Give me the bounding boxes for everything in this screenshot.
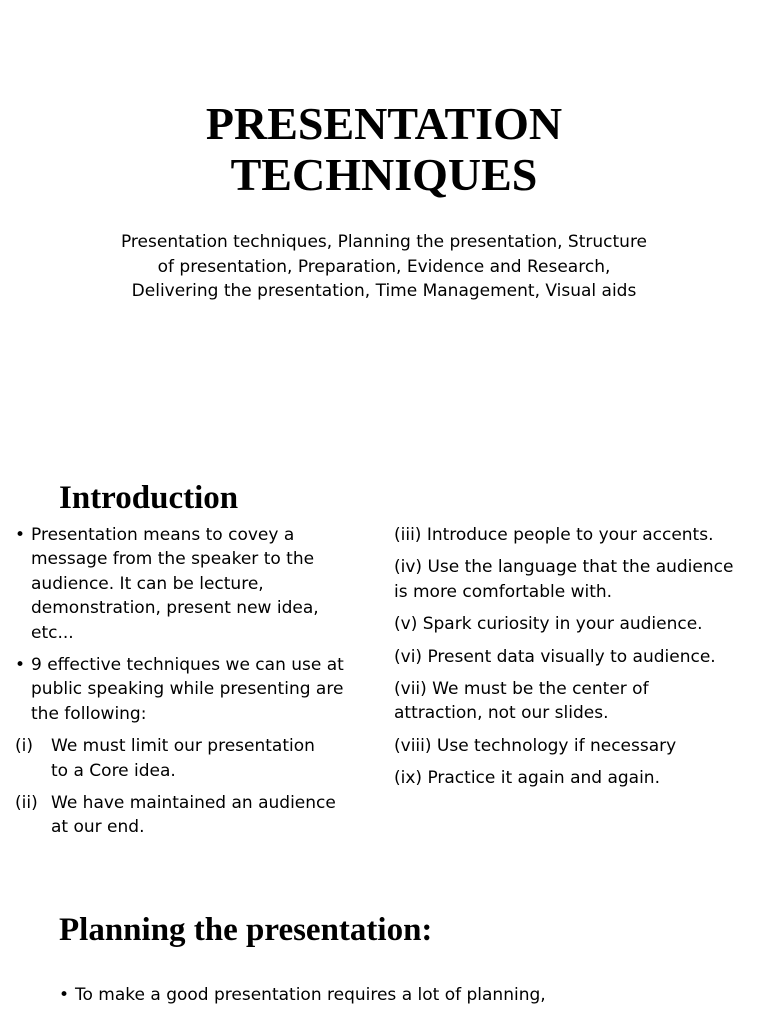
list-item: • Presentation means to covey a message from the speaker to the audience. It can be lecture, demonstration, present new idea, etc... (15, 525, 319, 643)
subtitle-line-3: Delivering the presentation, Time Management, Visual aids (131, 281, 637, 301)
list-item: (viii) Use technology if necessary (394, 735, 677, 756)
planning-content (59, 983, 759, 1015)
list-item: • 9 effective techniques we can use at public speaking while presenting are the following: (15, 655, 344, 724)
introduction-heading: Introduction (59, 480, 239, 516)
list-item: (vii) We must be the center of attraction, not our slides. (394, 679, 649, 724)
bullet-icon: • (15, 525, 26, 545)
list-item: (iii) Introduce people to your accents. (394, 525, 714, 545)
title-line-1: PRESENTATION (205, 98, 563, 149)
bullet-icon: • (59, 985, 70, 1005)
list-item: (i) We must limit our presentation to a Core idea. (15, 736, 315, 781)
list-item: (ii) We have maintained an audience at our end. (15, 793, 336, 838)
list-item: (v) Spark curiosity in your audience. (394, 614, 703, 635)
subtitle-line-1: Presentation techniques, Planning the presentation, Structure (120, 232, 648, 252)
slide-title (0, 98, 768, 200)
title-line-2: TECHNIQUES (230, 149, 538, 200)
planning-heading: Planning the presentation: (59, 912, 433, 948)
slide-subtitle (84, 230, 684, 304)
subtitle-line-2: of presentation, Preparation, Evidence and Research, (157, 256, 611, 277)
list-item: (ix) Practice it again and again. (394, 768, 660, 789)
right-column (394, 523, 764, 799)
bullet-icon: • (15, 655, 26, 676)
list-item: (iv) Use the language that the audience is more comfortable with. (394, 557, 734, 602)
list-item: (vi) Present data visually to audience. (394, 646, 716, 667)
left-column (15, 523, 375, 848)
list-item: • To make a good presentation requires a lot of planning, (59, 983, 759, 1007)
